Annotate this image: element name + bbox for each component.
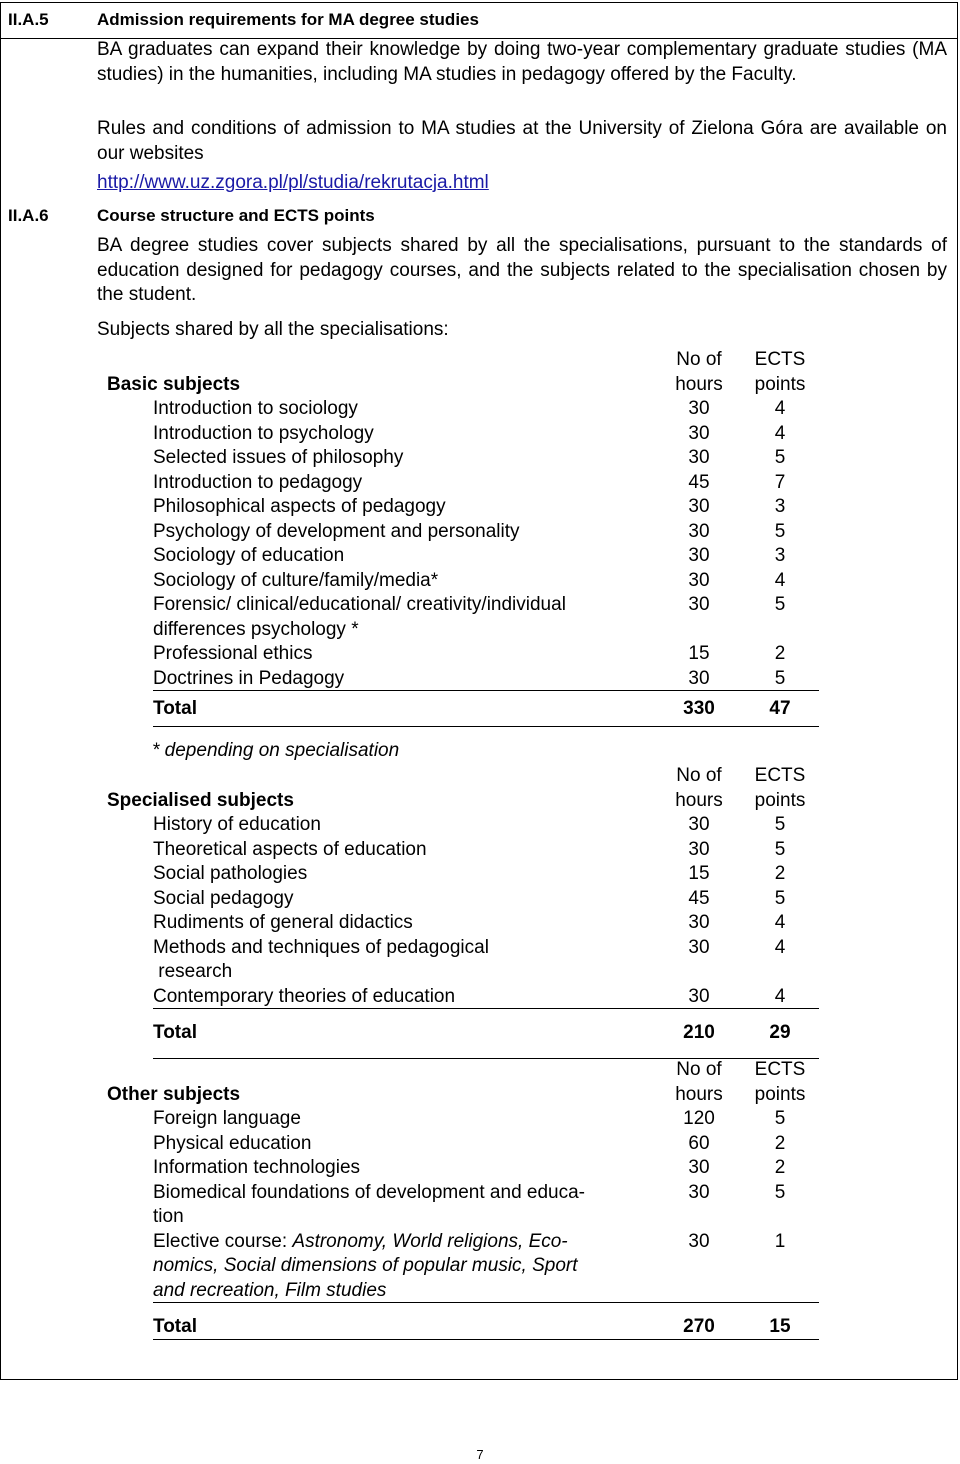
table-row [107, 1132, 819, 1157]
section-6-paragraph-1: BA degree studies cover subjects shared by all the specialisations, pursuant to the standards of education designed for pedagogy courses, and the subjects related to the specialisation chosen by the student. [97, 235, 947, 305]
subject-ects: 2 [774, 643, 786, 664]
table-row [107, 838, 819, 863]
ects-header-line-1: ECTS [754, 349, 806, 370]
elective-line-1: Astronomy, World religions, Eco- [292, 1230, 568, 1252]
elective-prefix: Elective course: [153, 1230, 293, 1252]
subject-ects: 4 [774, 912, 786, 933]
ects-header-line-1: ECTS [754, 1059, 806, 1080]
elective-course-name [153, 1230, 633, 1304]
subject-ects: 4 [774, 936, 786, 958]
elective-line-2: nomics, Social dimensions of popular music, Sport [153, 1255, 578, 1276]
table-row [107, 544, 819, 569]
page-number: 7 [476, 1447, 484, 1462]
subject-name-line-2: research [153, 961, 233, 982]
hours-header-line-1: No of [676, 349, 722, 370]
total-hours: 270 [683, 1316, 715, 1337]
page-border-left [0, 2, 1, 1379]
subject-name: Psychology of development and personality [153, 520, 520, 542]
basic-subjects-title: Basic subjects [107, 374, 241, 395]
table-row [107, 813, 819, 838]
subject-hours: 60 [688, 1132, 710, 1154]
hours-header-line-2: hours [675, 374, 723, 395]
subject-ects: 5 [774, 447, 786, 468]
table-row [107, 1107, 819, 1132]
section-6-number: II.A.6 [8, 206, 49, 225]
subject-name: Introduction to sociology [153, 398, 358, 419]
table-row [107, 1156, 819, 1181]
subject-hours: 45 [688, 887, 710, 909]
subject-ects: 3 [774, 545, 786, 566]
other-subjects-title: Other subjects [107, 1084, 241, 1105]
hours-header-line-1: No of [676, 1059, 722, 1080]
total-hours: 330 [683, 698, 715, 719]
subject-ects: 2 [774, 1157, 786, 1178]
subject-hours: 30 [688, 814, 710, 835]
subject-name: Selected issues of philosophy [153, 447, 404, 468]
elective-line-3: and recreation, Film studies [153, 1279, 387, 1301]
subject-hours: 15 [688, 643, 710, 664]
subject-name [153, 1181, 633, 1230]
subject-name: Sociology of education [153, 545, 345, 566]
subject-name: Physical education [153, 1132, 312, 1154]
subject-name-line-1: Biomedical foundations of development and educa- [153, 1181, 586, 1203]
subject-ects: 7 [774, 471, 786, 493]
subject-name [153, 936, 633, 985]
total-rule-bottom [153, 726, 819, 727]
subject-ects: 4 [774, 985, 786, 1007]
table-row [107, 471, 819, 496]
admission-link[interactable]: http://www.uz.zgora.pl/pl/studia/rekrutacja.html [97, 172, 489, 193]
table-row [107, 422, 819, 447]
subject-ects: 3 [774, 496, 786, 517]
total-rule-top [153, 690, 819, 691]
subject-hours: 30 [688, 398, 710, 419]
specialisation-note: * depending on specialisation [152, 740, 400, 761]
total-ects: 29 [769, 1022, 791, 1043]
total-rule-bottom [153, 1339, 819, 1340]
subject-name: Rudiments of general didactics [153, 912, 413, 933]
section-5-paragraph-1: BA graduates can expand their knowledge by doing two-year complementary graduate studies (MA studies) in the humanities, including MA studies in pedagogy offered by the Faculty. [97, 39, 947, 85]
subject-ects: 5 [774, 594, 786, 615]
table-row [107, 397, 819, 422]
section-5-paragraph-2: Rules and conditions of admission to MA studies at the University of Zielona Góra are available on our websites [97, 118, 947, 164]
total-ects: 15 [769, 1316, 791, 1337]
subject-name-line-2: tion [153, 1206, 184, 1227]
total-hours: 210 [683, 1022, 715, 1043]
section-6-title: Course structure and ECTS points [97, 206, 375, 225]
table-row [107, 520, 819, 545]
total-rule-top [153, 1302, 819, 1303]
ects-header-line-1: ECTS [754, 765, 806, 786]
table-row [107, 936, 819, 985]
table-row-elective [107, 1230, 819, 1304]
table-row [107, 985, 819, 1010]
subject-name: Forensic/ clinical/educational/ creativity/individual differences psychology * [153, 594, 566, 640]
subject-name: Contemporary theories of education [153, 985, 456, 1007]
subject-ects: 4 [774, 569, 786, 591]
page-border-top [0, 2, 958, 3]
subject-name: Social pathologies [153, 863, 308, 884]
subject-name: Philosophical aspects of pedagogy [153, 496, 446, 517]
table-row [107, 642, 819, 667]
page-border-bottom [0, 1379, 958, 1380]
subject-hours: 30 [688, 520, 710, 542]
table-row [107, 862, 819, 887]
subject-hours: 30 [688, 1157, 710, 1178]
table-row [107, 887, 819, 912]
subject-hours: 30 [688, 422, 710, 444]
subject-name: Social pedagogy [153, 887, 294, 909]
subject-ects: 2 [774, 863, 786, 884]
subject-name: Professional ethics [153, 643, 313, 664]
table-row [107, 495, 819, 520]
subject-hours: 30 [688, 1181, 710, 1203]
subject-ects: 5 [774, 887, 786, 909]
subject-ects: 5 [774, 1108, 786, 1129]
total-label: Total [153, 1022, 197, 1043]
subject-hours: 30 [688, 569, 710, 591]
total-label: Total [153, 1316, 197, 1337]
subject-ects: 5 [774, 520, 786, 542]
basic-total-row [107, 697, 819, 721]
subject-ects: 5 [774, 1181, 786, 1203]
subject-ects: 1 [774, 1230, 786, 1252]
subject-hours: 30 [688, 496, 710, 517]
subject-ects: 5 [774, 838, 786, 860]
specialised-total-row [107, 1021, 819, 1045]
table-row [107, 446, 819, 471]
subject-hours: 30 [688, 545, 710, 566]
table-row [107, 1181, 819, 1230]
subject-hours: 30 [688, 667, 710, 689]
subject-hours: 15 [688, 863, 710, 884]
other-total-row [107, 1315, 819, 1339]
hours-header-line-1: No of [676, 765, 722, 786]
subject-hours: 30 [688, 447, 710, 468]
table-row [107, 593, 819, 642]
subject-ects: 2 [774, 1132, 786, 1154]
ects-header-line-2: points [754, 1084, 806, 1105]
subject-hours: 45 [688, 471, 710, 493]
subject-ects: 5 [774, 814, 786, 835]
ects-header-line-2: points [754, 790, 806, 811]
subject-hours: 30 [688, 594, 710, 615]
section-6-paragraph-2: Subjects shared by all the specialisations: [97, 319, 449, 340]
hours-header-line-2: hours [675, 1084, 723, 1105]
subject-name: History of education [153, 814, 321, 835]
total-label: Total [153, 698, 197, 719]
subject-ects: 4 [774, 422, 786, 444]
section-5-title: Admission requirements for MA degree studies [97, 10, 479, 29]
total-rule-top [153, 1008, 819, 1009]
subject-name: Introduction to psychology [153, 422, 374, 444]
subject-ects: 4 [774, 398, 786, 419]
specialised-subjects-title: Specialised subjects [107, 790, 294, 811]
subject-name-line-1: Methods and techniques of pedagogical [153, 936, 489, 958]
ects-header-line-2: points [754, 374, 806, 395]
table-row [107, 569, 819, 594]
section-5-number: II.A.5 [8, 10, 49, 29]
subject-hours: 30 [688, 838, 710, 860]
subject-hours: 120 [683, 1108, 715, 1129]
subject-name: Sociology of culture/family/media* [153, 569, 439, 591]
table-row [107, 667, 819, 692]
subject-name: Foreign language [153, 1108, 301, 1129]
subject-name: Doctrines in Pedagogy [153, 667, 345, 689]
subject-hours: 30 [688, 936, 710, 958]
page-border-right [957, 2, 958, 1379]
subject-hours: 30 [688, 985, 710, 1007]
subject-hours: 30 [688, 1230, 710, 1252]
subject-hours: 30 [688, 912, 710, 933]
total-ects: 47 [769, 698, 791, 719]
subject-ects: 5 [774, 667, 786, 689]
subject-name: Introduction to pedagogy [153, 471, 363, 493]
hours-header-line-2: hours [675, 790, 723, 811]
subject-name: Information technologies [153, 1157, 361, 1178]
subject-name: Theoretical aspects of education [153, 838, 427, 860]
table-row [107, 911, 819, 936]
